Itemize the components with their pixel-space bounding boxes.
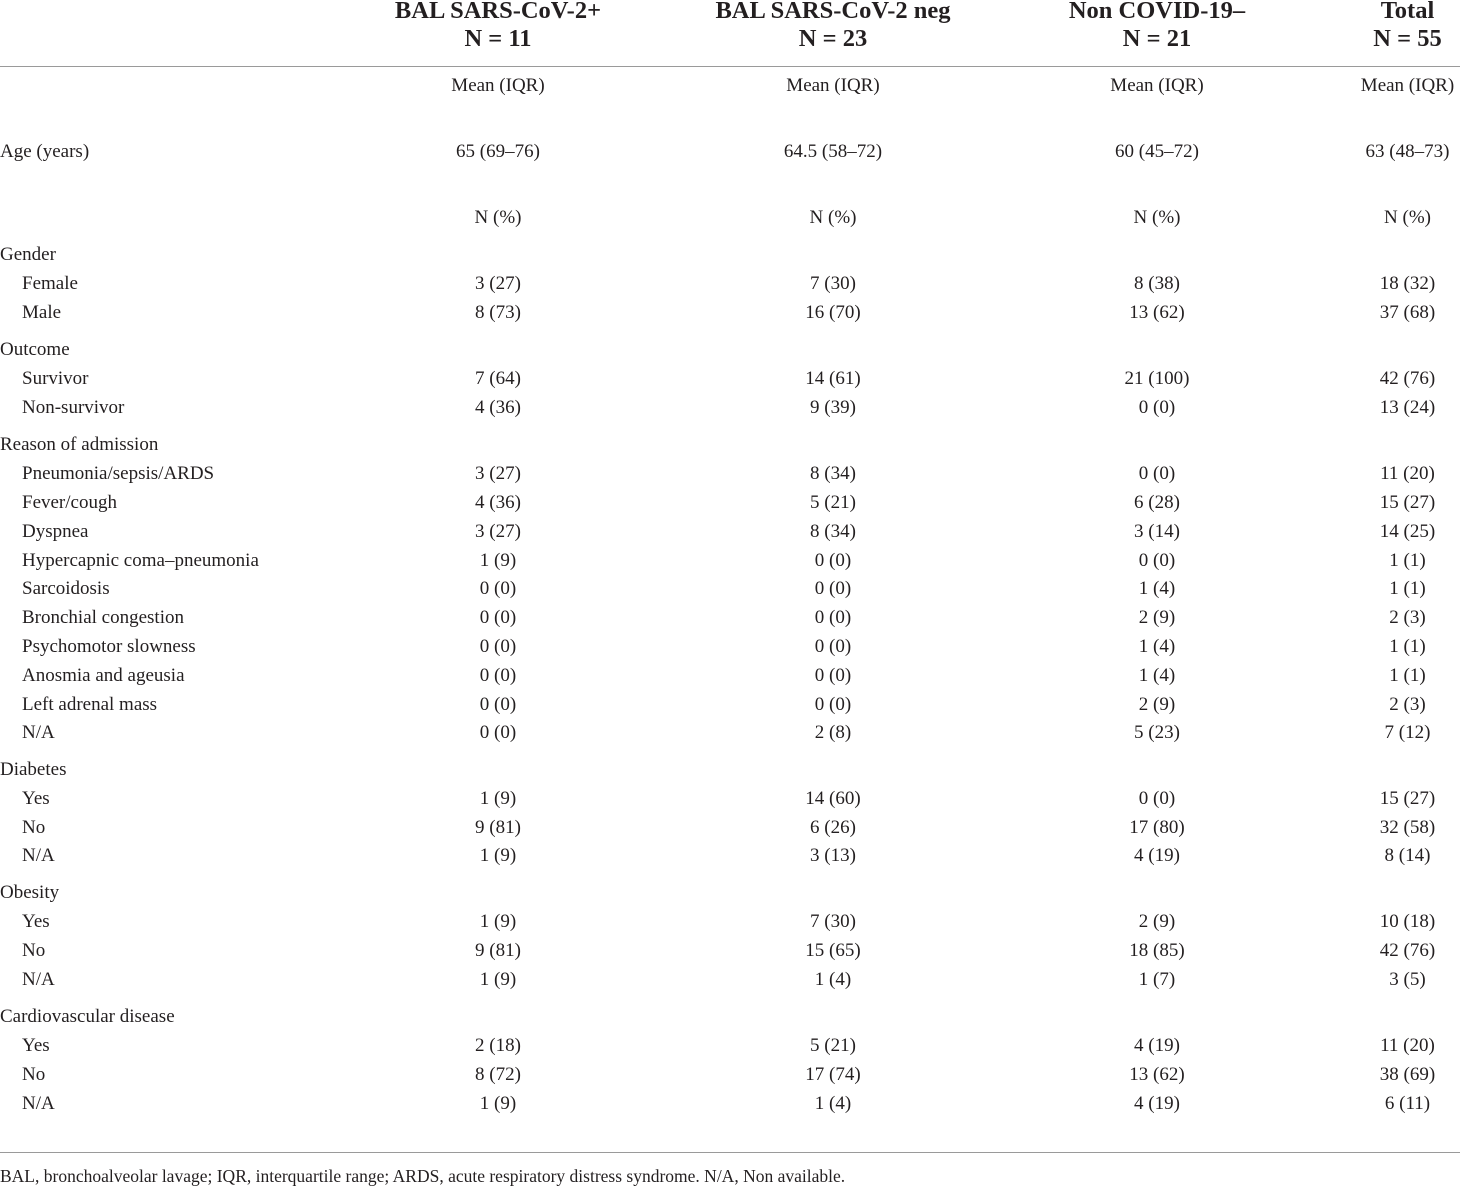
- cell-value: 6 (26): [810, 817, 856, 838]
- cell-value: 15 (27): [1379, 492, 1436, 513]
- cell-value: 9 (81): [475, 940, 521, 961]
- row-label: Survivor: [22, 368, 89, 389]
- column-header-name: Non COVID-19–: [1068, 0, 1246, 24]
- cell-value: 4 (36): [475, 397, 521, 418]
- cell-value: 60 (45–72): [1115, 141, 1199, 162]
- cell-value: 0 (0): [814, 550, 852, 571]
- cell-value: 2 (3): [1389, 607, 1426, 628]
- cell-value: N (%): [1384, 207, 1431, 228]
- row-label: Pneumonia/sepsis/ARDS: [22, 463, 215, 484]
- cell-value: 8 (14): [1384, 845, 1431, 866]
- cell-value: 1 (4): [814, 969, 852, 990]
- row-label: Male: [22, 302, 62, 323]
- table-row: [0, 71, 1460, 101]
- cell-value: 0 (0): [814, 578, 852, 599]
- cell-value: 2 (9): [1138, 694, 1176, 715]
- row-label: Yes: [22, 788, 50, 809]
- table-row: [0, 965, 1460, 995]
- cell-value: 64.5 (58–72): [783, 141, 883, 162]
- row-label: Yes: [22, 911, 50, 932]
- row-label: Anosmia and ageusia: [22, 665, 185, 686]
- cell-value: 0 (0): [1138, 397, 1176, 418]
- table-row: [0, 298, 1460, 328]
- cell-value: 1 (9): [479, 1093, 517, 1114]
- cell-value: 0 (0): [479, 607, 517, 628]
- cell-value: 63 (48–73): [1365, 141, 1450, 162]
- cell-value: 32 (58): [1379, 817, 1436, 838]
- cell-value: 17 (74): [805, 1064, 861, 1085]
- row-label: N/A: [22, 969, 55, 990]
- cell-value: 17 (80): [1129, 817, 1185, 838]
- cell-value: 11 (20): [1380, 463, 1435, 484]
- cell-value: 1 (1): [1389, 636, 1426, 657]
- cell-value: 3 (27): [475, 273, 521, 294]
- table-row: [0, 936, 1460, 966]
- row-label: Obesity: [0, 882, 60, 903]
- table-row: [0, 488, 1460, 518]
- cell-value: 1 (7): [1138, 969, 1176, 990]
- cell-value: 0 (0): [814, 636, 852, 657]
- row-label: Gender: [0, 244, 56, 265]
- table-row: [0, 393, 1460, 423]
- table-row: [0, 718, 1460, 748]
- cell-value: 2 (18): [475, 1035, 521, 1056]
- row-label: Female: [22, 273, 78, 294]
- table-row: [0, 269, 1460, 299]
- row-label: No: [22, 940, 46, 961]
- cell-value: 42 (76): [1379, 940, 1436, 961]
- column-header-name: BAL SARS-CoV-2+: [394, 0, 602, 24]
- table-row: [0, 364, 1460, 394]
- cell-value: 1 (4): [1138, 665, 1176, 686]
- cell-value: Mean (IQR): [1360, 75, 1455, 96]
- cell-value: 0 (0): [479, 665, 517, 686]
- cell-value: 0 (0): [814, 665, 852, 686]
- column-header-count: N = 23: [798, 25, 868, 52]
- row-label: Psychomotor slowness: [22, 636, 196, 657]
- cell-value: 0 (0): [1138, 550, 1176, 571]
- table-row: [0, 632, 1460, 662]
- row-label: Outcome: [0, 339, 70, 360]
- cell-value: 5 (21): [810, 1035, 856, 1056]
- group-header-row: [0, 335, 1460, 365]
- cell-value: 2 (3): [1389, 694, 1426, 715]
- cell-value: 38 (69): [1379, 1064, 1436, 1085]
- cell-value: 5 (21): [810, 492, 856, 513]
- table-row: [0, 1060, 1460, 1090]
- cell-value: 7 (30): [810, 273, 856, 294]
- cell-value: 5 (23): [1134, 722, 1180, 743]
- cell-value: 9 (39): [810, 397, 856, 418]
- cell-value: 2 (9): [1138, 607, 1176, 628]
- table-row: [0, 813, 1460, 843]
- group-header-row: [0, 755, 1460, 785]
- column-header-count: N = 55: [1373, 25, 1442, 52]
- cell-value: 13 (62): [1129, 302, 1185, 323]
- cell-value: 7 (12): [1384, 722, 1431, 743]
- row-label: N/A: [22, 1093, 55, 1114]
- table-row: [0, 603, 1460, 633]
- cell-value: 9 (81): [475, 817, 521, 838]
- cell-value: 42 (76): [1379, 368, 1436, 389]
- cell-value: 4 (19): [1134, 845, 1180, 866]
- row-label: Bronchial congestion: [22, 607, 184, 628]
- cell-value: 11 (20): [1380, 1035, 1435, 1056]
- table-row: [0, 137, 1460, 167]
- footer-divider: [0, 1152, 1460, 1153]
- cell-value: 18 (85): [1129, 940, 1185, 961]
- cell-value: 1 (4): [1138, 578, 1176, 599]
- cell-value: 1 (4): [1138, 636, 1176, 657]
- cell-value: 1 (9): [479, 845, 517, 866]
- cell-value: 18 (32): [1379, 273, 1436, 294]
- table-row: [0, 1031, 1460, 1061]
- cell-value: 1 (1): [1389, 578, 1426, 599]
- cell-value: N (%): [474, 207, 522, 228]
- table-row: [0, 203, 1460, 233]
- cell-value: 0 (0): [1138, 463, 1176, 484]
- cell-value: 0 (0): [479, 694, 517, 715]
- group-header-row: [0, 1002, 1460, 1032]
- cell-value: 0 (0): [479, 722, 517, 743]
- cell-value: 2 (8): [814, 722, 852, 743]
- cell-value: 0 (0): [1138, 788, 1176, 809]
- cell-value: Mean (IQR): [451, 75, 545, 96]
- cell-value: 13 (62): [1129, 1064, 1185, 1085]
- cell-value: 65 (69–76): [456, 141, 540, 162]
- cell-value: 8 (38): [1134, 273, 1180, 294]
- cell-value: Mean (IQR): [1110, 75, 1204, 96]
- cell-value: 8 (34): [810, 463, 856, 484]
- table-row: [0, 907, 1460, 937]
- header-divider: [0, 66, 1460, 67]
- cell-value: 3 (27): [475, 463, 521, 484]
- cell-value: 8 (34): [810, 521, 856, 542]
- group-header-row: [0, 430, 1460, 460]
- cell-value: 8 (73): [475, 302, 521, 323]
- row-label: Non-survivor: [22, 397, 125, 418]
- row-label: No: [22, 817, 46, 838]
- cell-value: 4 (19): [1134, 1035, 1180, 1056]
- cell-value: 21 (100): [1124, 368, 1190, 389]
- cell-value: 16 (70): [805, 302, 861, 323]
- column-header-count: N = 11: [464, 25, 532, 52]
- row-label: Age (years): [0, 141, 90, 162]
- cell-value: 0 (0): [479, 578, 517, 599]
- table-row: [0, 690, 1460, 720]
- table-row: [0, 784, 1460, 814]
- column-header-total: [1320, 0, 1460, 53]
- group-header-row: [0, 878, 1460, 908]
- cell-value: 3 (27): [475, 521, 521, 542]
- cell-value: N (%): [809, 207, 857, 228]
- column-header-name: BAL SARS-CoV-2 neg: [715, 0, 951, 24]
- cell-value: 3 (5): [1389, 969, 1426, 990]
- table-row: [0, 661, 1460, 691]
- cell-value: 1 (1): [1389, 550, 1426, 571]
- cell-value: 4 (36): [475, 492, 521, 513]
- cell-value: 1 (9): [479, 550, 517, 571]
- table-row: [0, 1089, 1460, 1119]
- row-label: Yes: [22, 1035, 50, 1056]
- cell-value: 3 (13): [810, 845, 856, 866]
- table-row: [0, 841, 1460, 871]
- cell-value: 3 (14): [1134, 521, 1180, 542]
- row-label: Cardiovascular disease: [0, 1006, 175, 1027]
- row-label: Fever/cough: [22, 492, 117, 513]
- cell-value: 15 (27): [1379, 788, 1436, 809]
- row-label: Sarcoidosis: [22, 578, 110, 599]
- column-header-bal-positive: [378, 0, 618, 53]
- table-row: [0, 574, 1460, 604]
- cell-value: 4 (19): [1134, 1093, 1180, 1114]
- table-row: [0, 546, 1460, 576]
- row-label: No: [22, 1064, 46, 1085]
- cell-value: 14 (60): [805, 788, 861, 809]
- row-label: Diabetes: [0, 759, 67, 780]
- cell-value: 7 (30): [810, 911, 856, 932]
- cell-value: 14 (61): [805, 368, 861, 389]
- cell-value: 7 (64): [475, 368, 521, 389]
- cell-value: 1 (1): [1389, 665, 1426, 686]
- cell-value: 14 (25): [1379, 521, 1436, 542]
- cell-value: 8 (72): [475, 1064, 521, 1085]
- cell-value: 1 (9): [479, 911, 517, 932]
- table-header: [0, 0, 1460, 62]
- cell-value: N (%): [1133, 207, 1181, 228]
- cell-value: 37 (68): [1379, 302, 1436, 323]
- cell-value: 6 (11): [1384, 1093, 1431, 1114]
- cell-value: 2 (9): [1138, 911, 1176, 932]
- cell-value: Mean (IQR): [786, 75, 880, 96]
- row-label: N/A: [22, 845, 55, 866]
- table-footnote: BAL, bronchoalveolar lavage; IQR, interquartile range; ARDS, acute respiratory distress syndrome. N/A, Non available.: [0, 1166, 846, 1186]
- cell-value: 1 (9): [479, 788, 517, 809]
- column-header-name: Total: [1380, 0, 1435, 24]
- column-header-count: N = 21: [1122, 25, 1192, 52]
- cell-value: 1 (4): [814, 1093, 852, 1114]
- cell-value: 0 (0): [479, 636, 517, 657]
- row-label: Dyspnea: [22, 521, 89, 542]
- column-header-bal-negative: [693, 0, 973, 53]
- row-label: Left adrenal mass: [22, 694, 158, 715]
- cell-value: 15 (65): [805, 940, 861, 961]
- column-header-non-covid: [1037, 0, 1277, 53]
- cell-value: 6 (28): [1134, 492, 1180, 513]
- cell-value: 10 (18): [1379, 911, 1436, 932]
- group-header-row: [0, 240, 1460, 270]
- row-label: Reason of admission: [0, 434, 159, 455]
- table-row: [0, 517, 1460, 547]
- row-label: Hypercapnic coma–pneumonia: [22, 550, 259, 571]
- table-row: [0, 459, 1460, 489]
- cell-value: 1 (9): [479, 969, 517, 990]
- cell-value: 13 (24): [1379, 397, 1436, 418]
- row-label: N/A: [22, 722, 55, 743]
- cell-value: 0 (0): [814, 607, 852, 628]
- cell-value: 0 (0): [814, 694, 852, 715]
